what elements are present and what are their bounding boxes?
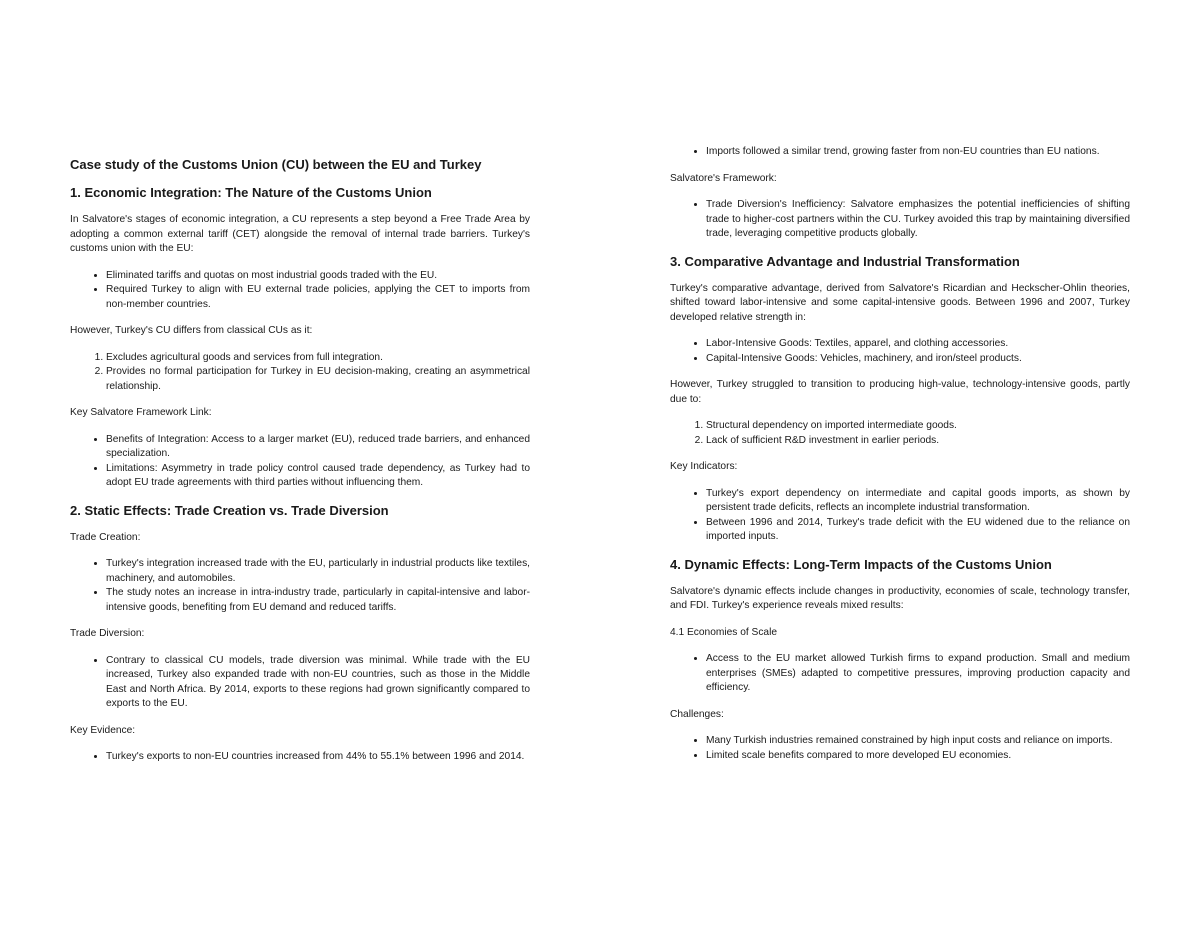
list-item: • Trade Diversion's Inefficiency: Salvatore emphasizes the potential inefficiencies of shifting trade to higher-cost partners within the CU. Turkey avoided this trap by maintaining diversified trade, leveraging competitive products globally.	[706, 198, 1130, 242]
subsection-label: Key Evidence:	[70, 724, 136, 736]
bullet-list	[670, 145, 1130, 160]
subsection-label: Key Salvatore Framework Link:	[70, 407, 212, 418]
bullet-list	[70, 433, 530, 491]
list-item: • The study notes an increase in intra-industry trade, particularly in capital-intensive and labor-intensive goods, benefiting from EU demand and reduced tariffs.	[106, 586, 530, 615]
list-item: • Capital-Intensive Goods: Vehicles, machinery, and iron/steel products.	[706, 352, 1130, 367]
subsection-label: Trade Diversion:	[70, 628, 145, 639]
list-item: • Turkey's export dependency on intermediate and capital goods imports, as shown by persistent trade deficits, reflects an incomplete industrial transformation.	[706, 487, 1130, 516]
bullet-list	[670, 734, 1130, 763]
list-item: • Access to the EU market allowed Turkish firms to expand production. Small and medium enterprises (SMEs) adapted to competitive pressures, improving production capacity and efficiency.	[706, 652, 1130, 696]
left-column	[70, 157, 530, 777]
bullet-list	[670, 487, 1130, 545]
list-item: • Benefits of Integration: Access to a larger market (EU), reduced trade barriers, and enhanced specialization.	[106, 433, 530, 462]
subsection-label: Salvatore's Framework:	[670, 172, 777, 184]
list-item: 1. Excludes agricultural goods and services from full integration.	[106, 351, 530, 366]
list-item: • Limitations: Asymmetry in trade policy control caused trade dependency, as Turkey had to adopt EU trade agreements with third parties without influencing them.	[106, 462, 530, 491]
section-heading-1: 1. Economic Integration: The Nature of the Customs Union	[70, 185, 432, 200]
numbered-list	[670, 419, 1130, 448]
subsection-label: Key Indicators:	[670, 461, 738, 472]
list-item: • Eliminated tariffs and quotas on most industrial goods traded with the EU.	[106, 269, 530, 284]
bullet-list	[70, 654, 530, 712]
list-item: • Contrary to classical CU models, trade diversion was minimal. While trade with the EU increased, Turkey also expanded trade with non-EU countries, such as those in the Middle East and North Africa. By 2014, exports to these regions had grown significantly compared to exports to the EU.	[106, 654, 530, 712]
section-heading-3: 3. Comparative Advantage and Industrial Transformation	[670, 253, 1020, 269]
right-column	[670, 145, 1130, 775]
list-item: • Limited scale benefits compared to more developed EU economies.	[706, 749, 1130, 764]
paragraph: However, Turkey's CU differs from classical CUs as it:	[70, 325, 313, 336]
subsection-label: Trade Creation:	[70, 531, 141, 543]
list-item: • Required Turkey to align with EU external trade policies, applying the CET to imports from non-member countries.	[106, 283, 530, 312]
subsection-label: 4.1 Economies of Scale	[670, 626, 778, 638]
bullet-list	[670, 337, 1130, 366]
numbered-list	[70, 351, 530, 395]
list-item: • Turkey's exports to non-EU countries increased from 44% to 55.1% between 1996 and 2014.	[106, 750, 530, 765]
paragraph: Turkey's comparative advantage, derived from Salvatore's Ricardian and Heckscher-Ohlin theories, shifted toward labor-intensive and some capital-intensive goods. Between 1996 and 2007, Turkey developed relative strength in:	[670, 282, 1130, 323]
document-title: Case study of the Customs Union (CU) between the EU and Turkey	[70, 157, 482, 172]
list-item: • Imports followed a similar trend, growing faster from non-EU countries than EU nations.	[706, 145, 1130, 160]
list-item: • Many Turkish industries remained constrained by high input costs and reliance on imports.	[706, 734, 1130, 749]
bullet-list	[670, 198, 1130, 242]
list-item: 2. Provides no formal participation for Turkey in EU decision-making, creating an asymmetrical relationship.	[106, 365, 530, 394]
section-heading-4: 4. Dynamic Effects: Long-Term Impacts of the Customs Union	[670, 556, 1052, 572]
paragraph: In Salvatore's stages of economic integration, a CU represents a step beyond a Free Trade Area by adopting a common external tariff (CET) alongside the removal of internal trade barriers. Turkey's customs union with the EU:	[70, 214, 530, 254]
bullet-list	[70, 269, 530, 313]
bullet-list	[70, 557, 530, 615]
section-heading-2: 2. Static Effects: Trade Creation vs. Trade Diversion	[70, 502, 389, 518]
list-item: • Labor-Intensive Goods: Textiles, apparel, and clothing accessories.	[706, 337, 1130, 352]
paragraph: However, Turkey struggled to transition to producing high-value, technology-intensive goods, partly due to:	[670, 379, 1130, 405]
list-item: • Between 1996 and 2014, Turkey's trade deficit with the EU widened due to the reliance on imported inputs.	[706, 516, 1130, 545]
subsection-label: Challenges:	[670, 708, 724, 720]
paragraph: Salvatore's dynamic effects include changes in productivity, economies of scale, technology transfer, and FDI. Turkey's experience reveals mixed results:	[670, 585, 1130, 611]
bullet-list	[670, 652, 1130, 696]
list-item: • Turkey's integration increased trade with the EU, particularly in industrial products like textiles, machinery, and automobiles.	[106, 557, 530, 586]
bullet-list	[70, 750, 530, 765]
list-item: 2. Lack of sufficient R&D investment in earlier periods.	[706, 434, 1130, 449]
list-item: 1. Structural dependency on imported intermediate goods.	[706, 419, 1130, 434]
